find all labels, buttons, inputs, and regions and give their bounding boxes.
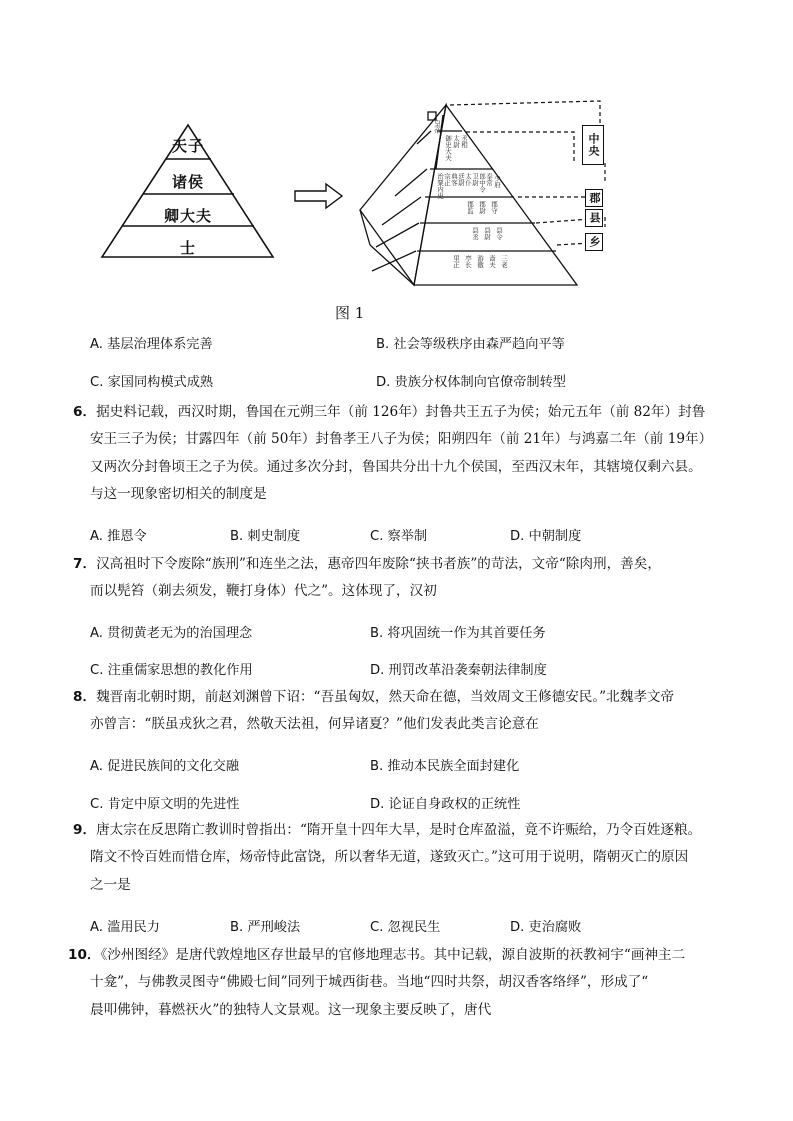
row-jun-1: 郡守 [490, 201, 498, 214]
q8-option-c: C. 肯定中原文明的先进性 [90, 797, 240, 812]
row-emperor-1: 皇 [433, 120, 441, 127]
q5-option-d: D. 贵族分权体制向官僚帝制转型 [376, 375, 566, 390]
row-jun-2: 郡尉 [478, 201, 486, 214]
row-jiuqing-6: 典客 [450, 173, 458, 186]
question-text-line: 而以髡笞（剃去须发，鞭打身体）代之”。这体现了，汉初 [90, 583, 437, 600]
question-text-line: 唐太宗在反思隋亡教训时曾指出：“隋开皇十四年大旱，是时仓库盈溢，竟不许赈给，乃令百姓逐粮。 [96, 822, 702, 838]
question-text-line: 亦曾言：“朕虽戎狄之君，然敬天法祖，何异诸夏？”他们发表此类言论意在 [90, 716, 539, 733]
arrow-right-icon [295, 184, 342, 208]
box-xian: 县 [585, 209, 603, 227]
question-text-line: 之一是 [90, 876, 131, 893]
row-jiuqing-1: 奉常 [485, 173, 493, 186]
q6-option-a: A. 推恩令 [90, 529, 147, 544]
q8-option-a: A. 促进民族间的文化交融 [90, 759, 240, 774]
question-text-line: 十龛”，与佛教灵图寺“佛殿七间”同列于城西街巷。当地“四时共祭，胡汉香客络绎”，形成了“ [90, 974, 649, 991]
row-jun-3: 郡监 [466, 201, 474, 214]
row-xiang-1: 三老 [500, 255, 508, 268]
question-number: 6． [73, 404, 97, 420]
q7-option-d: D. 刑罚改革沿袭秦朝法律制度 [370, 663, 547, 678]
question-text-line: 晨叩佛钟，暮燃祆火”的独特人文景观。这一现象主要反映了，唐代 [90, 1001, 492, 1018]
question-text-line: 《沙州图经》是唐代敦煌地区存世最早的官修地理志书。其中记载，源自波斯的祆教祠宇“画神主二 [100, 947, 686, 963]
q7-option-b: B. 将巩固统一作为其首要任务 [370, 626, 546, 641]
q5-option-b: B. 社会等级秩序由森严趋向平等 [376, 337, 565, 352]
level-tianzi: 天子 [171, 137, 204, 155]
question-text-line: 魏晋南北朝时期，前赵刘渊曾下诏：“吾虽匈奴，然天命在德，当效周文王修德安民。”北魏孝文帝 [96, 689, 675, 705]
row-xiang-2: 啬夫 [488, 255, 496, 268]
question-10 [68, 942, 728, 1024]
question-text-line: 据史料记载，西汉时期，鲁国在元朔三年（前 126年）封鲁共王五子为侯；始元五年（前 82年）封鲁 [96, 404, 706, 420]
q9-option-b: B. 严刑峻法 [230, 920, 301, 935]
q8-option-b: B. 推动本民族全面封建化 [370, 759, 520, 774]
row-li-1: 亭长 [464, 255, 472, 268]
q5-option-a: A. 基层治理体系完善 [90, 337, 213, 352]
row-sangong-3: 御史大夫 [444, 135, 452, 161]
row-jiuqing-2: 郎中令 [478, 173, 486, 193]
q9-option-a: A. 滥用民力 [90, 920, 160, 935]
q9-option-c: C. 忽视民生 [370, 920, 441, 935]
question-text-line: 隋文不怜百姓而惜仓库，炀帝恃此富饶，所以奢华无道，遂致灭亡。”这可用于说明，隋朝灭亡的原因 [90, 849, 689, 866]
q8-option-d: D. 论证自身政权的正统性 [370, 797, 521, 812]
row-sangong-1: 丞相 [460, 135, 468, 148]
question-number: 7． [73, 556, 97, 572]
box-jun: 郡 [585, 189, 603, 207]
row-jiuqing-7: 宗正 [443, 173, 451, 186]
row-sangong-2: 太尉 [452, 135, 460, 148]
row-jiuqing-9: 少府 [493, 175, 501, 188]
question-text-line: 安王三子为侯；甘露四年（前 50年）封鲁孝王八子为侯；阳朔四年（前 21年）与鸿嘉二年（前 19年） [90, 431, 713, 448]
row-jiuqing-5: 廷尉 [457, 173, 465, 186]
q6-option-b: B. 刺史制度 [230, 529, 301, 544]
question-text-line: 与这一现象密切相关的制度是 [90, 485, 267, 502]
box-xiang: 乡 [585, 233, 603, 251]
question-8 [73, 684, 733, 739]
q7-option-c: C. 注重儒家思想的教化作用 [90, 663, 253, 678]
question-number: 8． [73, 689, 97, 705]
row-xian-1: 县令 [495, 227, 503, 240]
level-zhuhou: 诸侯 [171, 173, 204, 191]
question-number: 10． [68, 947, 101, 963]
q7-option-a: A. 贯彻黄老无为的治国理念 [90, 626, 253, 641]
question-number: 9． [73, 822, 97, 838]
q6-option-c: C. 察举制 [370, 529, 428, 544]
question-9 [73, 817, 733, 899]
figure-1 [90, 95, 650, 330]
question-6 [73, 399, 733, 508]
row-xian-2: 县尉 [483, 227, 491, 240]
row-xiang-3: 游徼 [476, 255, 484, 268]
level-shi: 士 [179, 239, 196, 257]
q9-option-d: D. 吏治腐败 [510, 920, 582, 935]
row-jiuqing-4: 太仆 [464, 173, 472, 186]
row-emperor-2: 帝 [433, 127, 441, 134]
question-7 [73, 551, 733, 606]
row-jiuqing-3: 卫尉 [471, 173, 479, 186]
question-text-line: 又两次分封鲁顷王之子为侯。通过多次分封，鲁国共分出十九个侯国，至西汉末年，其辖境仅剩六县。 [90, 458, 702, 475]
q5-option-c: C. 家国同构模式成熟 [90, 375, 214, 390]
row-xian-3: 县丞 [471, 227, 479, 240]
row-jiuqing-8: 治粟内史 [436, 173, 444, 199]
box-zhongyang: 中央 [582, 125, 604, 165]
q6-option-d: D. 中朝制度 [510, 529, 582, 544]
figure-caption: 图 1 [335, 304, 365, 322]
level-qingdafu: 卿大夫 [163, 207, 212, 225]
row-li-2: 里正 [452, 255, 460, 268]
question-text-line: 汉高祖时下令废除“族刑”和连坐之法，惠帝四年废除“挟书者族”的苛法，文帝“除肉刑，善矣， [96, 556, 661, 572]
